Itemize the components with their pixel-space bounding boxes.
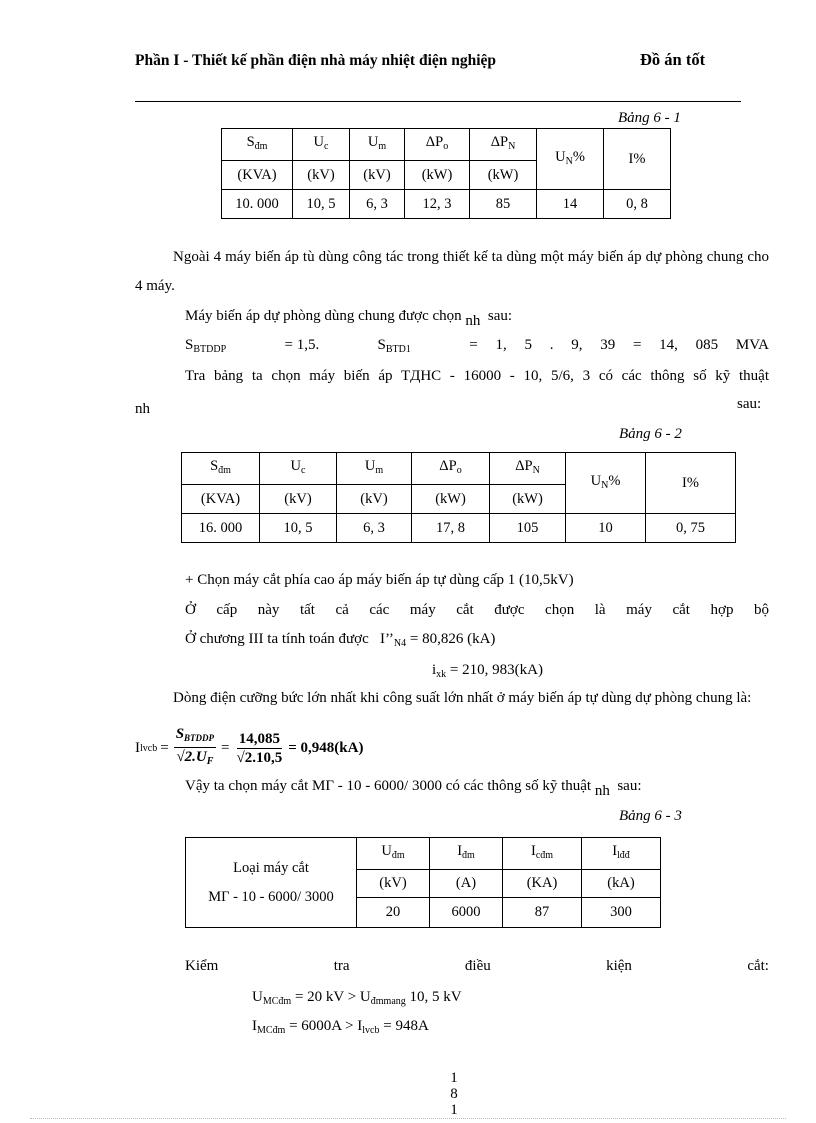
table2-header-dpo: $\Delta P_o$ — [412, 453, 490, 485]
table3-header-icdm: $I_{cđm}$ — [503, 838, 582, 870]
paragraph-sau: sau: — [737, 396, 762, 412]
table2-cell: 6, 3 — [337, 514, 412, 543]
table1-unit: (kV) — [350, 161, 405, 190]
table3-type-cell: Loại máy cắt MГ - 10 - 6000/ 3000 — [186, 838, 357, 928]
table1-cell: 14 — [537, 190, 604, 219]
paragraph-check-conditions: Kiểm tra điều kiện cắt: — [185, 958, 769, 974]
table2-unit: (kV) — [260, 485, 337, 514]
header-right-title: Đồ án tốt — [640, 50, 706, 69]
table2-unit: (kW) — [490, 485, 566, 514]
table1-unit: (kW) — [470, 161, 537, 190]
page-number-line1: 1 — [450, 1070, 458, 1086]
paragraph-ixk: $i_{xk} = 210$, 983(kA) — [432, 662, 543, 680]
table2-header-sdm: $S_{đm}$ — [182, 453, 260, 485]
condition-voltage: $U_{MCđm} = 20$ kV > $U_{đmmang}$ 10, 5 kV — [252, 989, 462, 1007]
table2-header-un: $U_N\%$ — [566, 453, 646, 514]
formula-fraction-2: $\frac{14,085}{√2.10,5}$ — [236, 730, 283, 766]
paragraph-breaker-type: Ở cấp này tất cả các máy cắt được chọn là máy cắt hợp bộ — [185, 602, 769, 618]
table1-header-dpn: $\Delta P_N$ — [470, 129, 537, 161]
paragraph-selected-as: Máy biến áp dự phòng dùng chung được chọn nh sau: — [185, 308, 513, 329]
table2-unit: (kW) — [412, 485, 490, 514]
header-divider — [135, 101, 741, 102]
table2-cell: 0, 75 — [646, 514, 736, 543]
table1-cell: 0, 8 — [604, 190, 671, 219]
table1-header-um: $U_m$ — [350, 129, 405, 161]
table1-cell: 12, 3 — [405, 190, 470, 219]
table2-caption: Bảng 6 - 2 — [619, 426, 682, 442]
table2-cell: 105 — [490, 514, 566, 543]
equation-sbtddp: $S_{BTDDP}$ = 1,5. $S_{BTD1}$ = 1, 5 . 9, 39 = 14, 085 MVA — [185, 337, 769, 355]
formula-fraction-1: $\frac{S_{BTDDP}}{√2.U_F}$ — [175, 726, 215, 767]
table1-caption: Bảng 6 - 1 — [618, 110, 681, 126]
table3-unit: (kA) — [582, 870, 661, 898]
page-number-line2: 8 — [450, 1086, 458, 1102]
table3-cell: 300 — [582, 898, 661, 928]
table2-cell: 10 — [566, 514, 646, 543]
table1-cell: 10. 000 — [222, 190, 293, 219]
paragraph-select-tdnc: Tra bảng ta chọn máy biến áp TДHC - 16000 - 10, 5/6, 3 có các thông số kỹ thuật — [185, 368, 769, 384]
table2-header-dpn: $\Delta P_N$ — [490, 453, 566, 485]
paragraph-max-current: Dòng điện cưỡng bức lớn nhất khi công suất lớn nhất ở máy biến áp tự dùng dự phòng chung là: — [173, 690, 752, 706]
table3 — [185, 837, 661, 928]
table2-cell: 17, 8 — [412, 514, 490, 543]
page-number-line3: 1 — [450, 1102, 458, 1118]
table3-header-udm: $U_{đm}$ — [357, 838, 430, 870]
table1-header-uc: $U_c$ — [293, 129, 350, 161]
table1-cell: 10, 5 — [293, 190, 350, 219]
paragraph-select-mg: Vậy ta chọn máy cắt MГ - 10 - 6000/ 3000 có các thông số kỹ thuật nh sau: — [185, 778, 642, 799]
table1-header-dpo: $\Delta P_o$ — [405, 129, 470, 161]
table3-cell: 20 — [357, 898, 430, 928]
table2-unit: (KVA) — [182, 485, 260, 514]
table1-unit: (kW) — [405, 161, 470, 190]
table2-header-uc: $U_c$ — [260, 453, 337, 485]
table1-unit: (kV) — [293, 161, 350, 190]
header-left-title: Phần I - Thiết kế phần điện nhà máy nhiệt điện nghiệp — [135, 52, 497, 69]
table3-unit: (A) — [430, 870, 503, 898]
table3-header-idm: $I_{đm}$ — [430, 838, 503, 870]
table2-cell: 10, 5 — [260, 514, 337, 543]
table3-unit: (kV) — [357, 870, 430, 898]
table3-header-ildd: $I_{lđđ}$ — [582, 838, 661, 870]
table1 — [221, 128, 671, 219]
paragraph-nh: nh — [135, 401, 150, 417]
table1-cell: 6, 3 — [350, 190, 405, 219]
footer-divider — [30, 1118, 786, 1119]
table2-cell: 16. 000 — [182, 514, 260, 543]
table2-header-um: $U_m$ — [337, 453, 412, 485]
table2-unit: (kV) — [337, 485, 412, 514]
table1-header-sdm: $S_{đm}$ — [222, 129, 293, 161]
paragraph-select-breaker: + Chọn máy cắt phía cao áp máy biến áp tự dùng cấp 1 (10,5kV) — [185, 572, 574, 588]
paragraph-backup-transformer: Ngoài 4 máy biến áp tù dùng công tác trong thiết kế ta dùng một máy biến áp dự phòng chung cho 4 máy. — [135, 249, 769, 294]
table1-header-un: $U_N\%$ — [537, 129, 604, 190]
table2 — [181, 452, 736, 543]
table3-unit: (KA) — [503, 870, 582, 898]
formula-ilvcb: I lvcb = $\frac{S_{BTDDP}}{√2.U_F}$ = $\frac{14,085}{√2.10,5}$ = 0,948(kA) — [135, 722, 363, 774]
table3-cell: 6000 — [430, 898, 503, 928]
table3-cell: 87 — [503, 898, 582, 928]
paragraph-chapter3: Ở chương III ta tính toán được $I’’_{N4} = 80,826$ (kA) — [185, 631, 496, 649]
table1-header-i: I% — [604, 129, 671, 190]
table2-header-i: I% — [646, 453, 736, 514]
condition-current: $I_{MCđm} = 6000A > I_{lvcb} = 948A$ — [252, 1018, 429, 1036]
table3-caption: Bảng 6 - 3 — [619, 808, 682, 824]
table1-cell: 85 — [470, 190, 537, 219]
table1-unit: (KVA) — [222, 161, 293, 190]
